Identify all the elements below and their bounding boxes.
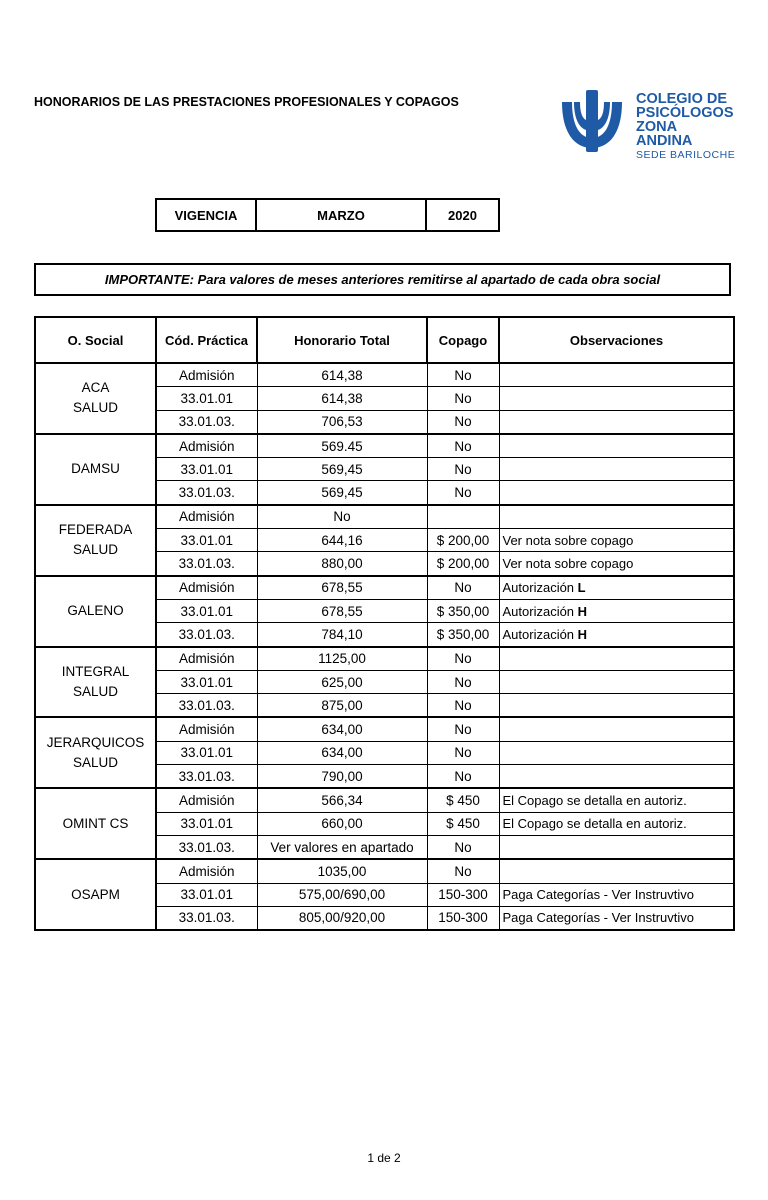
psi-logo-icon [556, 88, 628, 154]
honorario-cell: 569,45 [257, 458, 427, 481]
table-row [35, 647, 734, 671]
honorario-cell: 614,38 [257, 363, 427, 387]
table-row [35, 788, 734, 812]
authorization-flag: H [577, 603, 588, 619]
obra-social-name [35, 859, 156, 930]
fees-table [34, 316, 735, 931]
header-codigo-practica: Cód. Práctica [156, 317, 257, 363]
honorario-cell: 634,00 [257, 717, 427, 741]
copago-cell: No [427, 717, 499, 741]
copago-cell: No [427, 363, 499, 387]
obra-social-name-line: SALUD [72, 754, 118, 770]
copago-cell: No [427, 647, 499, 671]
codigo-practica-cell: 33.01.01 [156, 670, 257, 693]
obra-social-name [35, 434, 156, 505]
honorario-cell: 1125,00 [257, 647, 427, 671]
codigo-practica-cell: Admisión [156, 505, 257, 529]
important-notice: IMPORTANTE: Para valores de meses anteriores remitirse al apartado de cada obra social [34, 263, 731, 296]
obra-social-name-line: SALUD [72, 400, 118, 416]
honorario-cell: 1035,00 [257, 859, 427, 883]
header-observaciones: Observaciones [499, 317, 734, 363]
codigo-practica-cell: Admisión [156, 717, 257, 741]
copago-cell: No [427, 694, 499, 718]
copago-cell: No [427, 576, 499, 600]
observaciones-text: Autorización [502, 580, 578, 596]
observaciones-cell [499, 812, 734, 835]
obra-social-name-line: OSAPM [71, 886, 120, 902]
observaciones-text: Ver nota sobre copago [502, 556, 634, 572]
document-title: HONORARIOS DE LAS PRESTACIONES PROFESIONALES Y COPAGOS [34, 95, 459, 109]
observaciones-cell [499, 576, 734, 600]
logo-line-4: SEDE BARILOCHE [636, 149, 736, 161]
honorario-cell: 678,55 [257, 576, 427, 600]
observaciones-cell [499, 529, 734, 552]
obra-social-name-line: FEDERADA [58, 522, 133, 538]
observaciones-cell [499, 835, 734, 859]
obra-social-name-line: ACA [81, 380, 110, 396]
observaciones-cell [499, 623, 734, 647]
obra-social-name-line: DAMSU [71, 461, 120, 477]
copago-cell: No [427, 458, 499, 481]
obra-social-name [35, 363, 156, 434]
honorario-cell: 625,00 [257, 670, 427, 693]
observaciones-text: Autorización [502, 603, 578, 619]
table-row [35, 859, 734, 883]
codigo-practica-cell: 33.01.03. [156, 410, 257, 434]
obra-social-name [35, 576, 156, 647]
table-row [35, 717, 734, 741]
copago-cell: No [427, 741, 499, 764]
copago-cell: $ 200,00 [427, 552, 499, 576]
copago-cell: No [427, 835, 499, 859]
observaciones-cell [499, 387, 734, 410]
observaciones-text: Paga Categorías - Ver Instruvtivo [502, 887, 694, 903]
honorario-cell: 634,00 [257, 741, 427, 764]
logo-line-2: PSICÓLOGOS [636, 105, 734, 121]
codigo-practica-cell: 33.01.01 [156, 529, 257, 552]
copago-cell: No [427, 670, 499, 693]
honorario-cell: 566,34 [257, 788, 427, 812]
header-copago: Copago [427, 317, 499, 363]
honorario-cell: 784,10 [257, 623, 427, 647]
obra-social-name-line: GALENO [67, 603, 124, 619]
copago-cell: No [427, 434, 499, 458]
observaciones-text: Paga Categorías - Ver Instruvtivo [502, 910, 694, 926]
codigo-practica-cell: 33.01.01 [156, 812, 257, 835]
observaciones-text: Ver nota sobre copago [502, 532, 634, 548]
codigo-practica-cell: Admisión [156, 434, 257, 458]
header-honorario-total: Honorario Total [257, 317, 427, 363]
vigencia-label: VIGENCIA [156, 199, 256, 231]
obra-social-name [35, 788, 156, 859]
codigo-practica-cell: Admisión [156, 363, 257, 387]
honorario-cell: 678,55 [257, 599, 427, 622]
obra-social-name-line: INTEGRAL [61, 664, 130, 679]
observaciones-cell [499, 906, 734, 930]
copago-cell: No [427, 859, 499, 883]
copago-cell: $ 450 [427, 812, 499, 835]
honorario-cell: 875,00 [257, 694, 427, 718]
honorario-cell: 575,00/690,00 [257, 883, 427, 906]
copago-cell: $ 350,00 [427, 623, 499, 647]
authorization-flag: H [577, 626, 588, 642]
codigo-practica-cell: 33.01.03. [156, 906, 257, 930]
observaciones-cell [499, 647, 734, 671]
observaciones-cell [499, 599, 734, 622]
observaciones-text: El Copago se detalla en autoriz. [502, 816, 687, 832]
codigo-practica-cell: Admisión [156, 859, 257, 883]
observaciones-cell [499, 741, 734, 764]
honorario-cell: 790,00 [257, 765, 427, 789]
observaciones-cell [499, 694, 734, 718]
honorario-cell: 805,00/920,00 [257, 906, 427, 930]
copago-cell: $ 450 [427, 788, 499, 812]
copago-cell: No [427, 387, 499, 410]
copago-cell: 150-300 [427, 883, 499, 906]
obra-social-name-line: SALUD [72, 684, 118, 699]
observaciones-cell [499, 717, 734, 741]
vigencia-table [155, 198, 500, 232]
observaciones-cell [499, 765, 734, 789]
observaciones-cell [499, 883, 734, 906]
honorario-cell: Ver valores en apartado [257, 835, 427, 859]
colegio-logo [556, 88, 736, 161]
honorario-cell: No [257, 505, 427, 529]
observaciones-cell [499, 363, 734, 387]
copago-cell: No [427, 481, 499, 505]
table-row [35, 434, 734, 458]
obra-social-name [35, 505, 156, 576]
obra-social-name [35, 647, 156, 718]
vigencia-year: 2020 [426, 199, 499, 231]
observaciones-cell [499, 505, 734, 529]
codigo-practica-cell: 33.01.01 [156, 883, 257, 906]
copago-cell: 150-300 [427, 906, 499, 930]
observaciones-cell [499, 434, 734, 458]
table-row [35, 576, 734, 600]
codigo-practica-cell: 33.01.03. [156, 623, 257, 647]
codigo-practica-cell: 33.01.01 [156, 741, 257, 764]
copago-cell [427, 505, 499, 529]
observaciones-cell [499, 552, 734, 576]
codigo-practica-cell: Admisión [156, 576, 257, 600]
obra-social-name-line: OMINT CS [62, 815, 129, 831]
copago-cell: No [427, 765, 499, 789]
obra-social-name-line: JERARQUICOS [46, 734, 145, 750]
table-header-row [35, 317, 734, 363]
observaciones-text: El Copago se detalla en autoriz. [502, 792, 687, 808]
codigo-practica-cell: Admisión [156, 788, 257, 812]
codigo-practica-cell: 33.01.03. [156, 481, 257, 505]
honorario-cell: 569,45 [257, 481, 427, 505]
observaciones-cell [499, 859, 734, 883]
codigo-practica-cell: 33.01.01 [156, 387, 257, 410]
logo-line-1: COLEGIO DE [636, 91, 728, 107]
observaciones-cell [499, 458, 734, 481]
honorario-cell: 644,16 [257, 529, 427, 552]
header-obra-social: O. Social [35, 317, 156, 363]
honorario-cell: 614,38 [257, 387, 427, 410]
logo-line-3: ZONA ANDINA [636, 119, 693, 149]
observaciones-cell [499, 481, 734, 505]
table-row [35, 505, 734, 529]
honorario-cell: 569.45 [257, 434, 427, 458]
codigo-practica-cell: 33.01.01 [156, 599, 257, 622]
observaciones-cell [499, 788, 734, 812]
authorization-flag: L [577, 580, 586, 596]
table-row [35, 363, 734, 387]
vigencia-month: MARZO [256, 199, 426, 231]
codigo-practica-cell: 33.01.03. [156, 694, 257, 718]
codigo-practica-cell: Admisión [156, 647, 257, 671]
honorario-cell: 660,00 [257, 812, 427, 835]
observaciones-text: Autorización [502, 626, 578, 642]
obra-social-name-line: SALUD [72, 542, 118, 558]
copago-cell: No [427, 410, 499, 434]
copago-cell: $ 200,00 [427, 529, 499, 552]
page-number: 1 de 2 [367, 1151, 401, 1165]
honorario-cell: 706,53 [257, 410, 427, 434]
obra-social-name [35, 717, 156, 788]
copago-cell: $ 350,00 [427, 599, 499, 622]
observaciones-cell [499, 670, 734, 693]
codigo-practica-cell: 33.01.01 [156, 458, 257, 481]
codigo-practica-cell: 33.01.03. [156, 765, 257, 789]
honorario-cell: 880,00 [257, 552, 427, 576]
codigo-practica-cell: 33.01.03. [156, 835, 257, 859]
observaciones-cell [499, 410, 734, 434]
codigo-practica-cell: 33.01.03. [156, 552, 257, 576]
